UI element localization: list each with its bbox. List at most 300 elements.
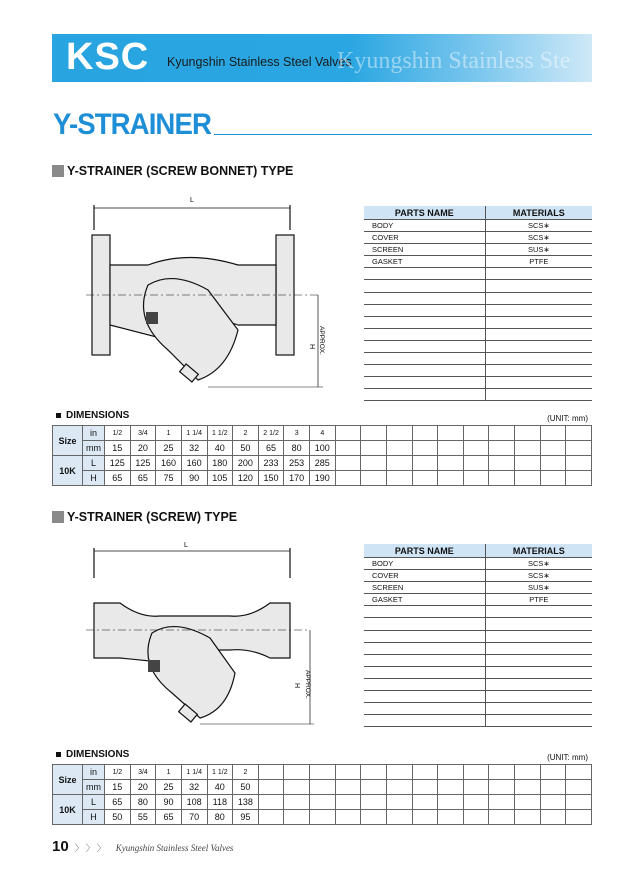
part-name (364, 606, 485, 618)
dimension-cell (335, 780, 361, 795)
dimension-cell: 233 (258, 456, 284, 471)
part-name (364, 389, 485, 401)
part-material (485, 691, 592, 703)
dimension-cell (489, 810, 515, 825)
part-name (364, 715, 485, 727)
dim-approx-label: APPROX. (318, 326, 325, 355)
dimension-cell (515, 426, 541, 441)
part-name (364, 642, 485, 654)
parts-row (364, 280, 592, 292)
dimension-cell: 2 (233, 426, 259, 441)
part-name: GASKET (364, 594, 485, 606)
dimension-cell (489, 426, 515, 441)
chevron-icon: 〉〉〉 (74, 843, 108, 853)
parts-row (364, 691, 592, 703)
parts-row (364, 715, 592, 727)
parts-row (364, 232, 592, 244)
parts-row (364, 703, 592, 715)
section-marker-icon (52, 511, 64, 523)
dimension-cell: 180 (207, 456, 233, 471)
dimension-cell: 108 (181, 795, 207, 810)
unit-label: (UNIT: mm) (547, 753, 588, 762)
dimension-cell: 15 (105, 780, 131, 795)
dimension-cell (515, 441, 541, 456)
dimension-row-mm (53, 441, 592, 456)
page-title: Y-STRAINER (53, 108, 211, 141)
dimension-cell (540, 765, 566, 780)
part-name (364, 304, 485, 316)
company-name: Kyungshin Stainless Steel Valves (167, 55, 352, 69)
part-material (485, 715, 592, 727)
parts-row (364, 353, 592, 365)
dimension-cell (361, 765, 387, 780)
dimension-cell: 15 (105, 441, 131, 456)
dimension-row-l (53, 795, 592, 810)
materials-header: MATERIALS (485, 206, 592, 220)
part-name: SCREEN (364, 244, 485, 256)
parts-row (364, 642, 592, 654)
dimension-cell (438, 780, 464, 795)
parts-row (364, 666, 592, 678)
dimension-cell (438, 441, 464, 456)
part-name (364, 654, 485, 666)
dimension-cell: 1 1/4 (181, 426, 207, 441)
part-material (485, 703, 592, 715)
dimension-cell (361, 795, 387, 810)
dimension-cell: 70 (181, 810, 207, 825)
dimension-cell (463, 780, 489, 795)
dimension-cell: 1/2 (105, 765, 131, 780)
row-unit-label: L (83, 795, 105, 810)
dimension-cell: 65 (156, 810, 182, 825)
parts-row (364, 594, 592, 606)
part-material: SCS∗ (485, 220, 592, 232)
part-name (364, 328, 485, 340)
dimension-cell: 2 1/2 (258, 426, 284, 441)
dimension-cell: 138 (233, 795, 259, 810)
dimension-cell: 80 (284, 441, 310, 456)
dimension-cell (489, 441, 515, 456)
parts-header-row (364, 206, 592, 220)
dim-l-label: L (190, 197, 194, 204)
section-heading-text: Y-STRAINER (SCREW BONNET) TYPE (67, 164, 294, 178)
part-material (485, 377, 592, 389)
parts-row (364, 340, 592, 352)
dimensions-heading-text: DIMENSIONS (66, 749, 130, 760)
dimensions-heading-text: DIMENSIONS (66, 410, 130, 421)
parts-row (364, 618, 592, 630)
dimension-cell: 125 (130, 456, 156, 471)
part-material: SCS∗ (485, 232, 592, 244)
section-heading-screw-bonnet (52, 164, 293, 178)
part-name (364, 377, 485, 389)
parts-row (364, 582, 592, 594)
dimension-cell (412, 441, 438, 456)
part-material (485, 268, 592, 280)
banner-watermark: Kyungshin Stainless Ste (337, 48, 571, 74)
part-name: GASKET (364, 256, 485, 268)
dimension-cell (540, 780, 566, 795)
parts-table (364, 544, 592, 727)
dimension-cell: 4 (310, 426, 336, 441)
unit-label: (UNIT: mm) (547, 414, 588, 423)
parts-name-header: PARTS NAME (364, 206, 485, 220)
dimension-cell (258, 780, 284, 795)
dimension-cell: 1 (156, 765, 182, 780)
parts-row (364, 256, 592, 268)
dimension-cell (258, 765, 284, 780)
dimension-cell (515, 456, 541, 471)
part-name (364, 666, 485, 678)
part-material (485, 292, 592, 304)
section-marker-icon (52, 165, 64, 177)
dimension-cell (361, 780, 387, 795)
part-name (364, 703, 485, 715)
part-material (485, 654, 592, 666)
dimension-cell: 150 (258, 471, 284, 486)
dimension-cell: 253 (284, 456, 310, 471)
row-unit-label: in (83, 426, 105, 441)
part-material: SUS∗ (485, 582, 592, 594)
part-material (485, 304, 592, 316)
part-material: SCS∗ (485, 570, 592, 582)
dimension-cell: 95 (233, 810, 259, 825)
bullet-icon (56, 413, 61, 418)
parts-row (364, 678, 592, 690)
part-material (485, 642, 592, 654)
screw-bonnet-drawing (78, 190, 338, 400)
screen-mesh-icon (148, 660, 160, 672)
part-name (364, 630, 485, 642)
dimension-cell (361, 426, 387, 441)
parts-row (364, 292, 592, 304)
part-name: SCREEN (364, 582, 485, 594)
dimension-cell: 125 (105, 456, 131, 471)
dimension-cell (489, 471, 515, 486)
parts-row (364, 630, 592, 642)
dimension-cell (540, 456, 566, 471)
dimension-row-in (53, 765, 592, 780)
dimension-cell (284, 795, 310, 810)
part-material (485, 389, 592, 401)
part-name: BODY (364, 220, 485, 232)
dimension-cell (540, 810, 566, 825)
dimension-cell (489, 456, 515, 471)
dimension-cell (438, 426, 464, 441)
dimension-cell: 65 (130, 471, 156, 486)
parts-table (364, 206, 592, 401)
parts-row (364, 328, 592, 340)
part-name (364, 268, 485, 280)
parts-row (364, 654, 592, 666)
dimension-cell (438, 456, 464, 471)
part-name (364, 365, 485, 377)
row-unit-label: H (83, 471, 105, 486)
parts-row (364, 304, 592, 316)
parts-row (364, 220, 592, 232)
part-name (364, 316, 485, 328)
row-unit-label: L (83, 456, 105, 471)
dimension-cell (566, 456, 592, 471)
dimension-cell: 120 (233, 471, 259, 486)
dimension-cell: 190 (310, 471, 336, 486)
part-material: PTFE (485, 256, 592, 268)
dimension-cell (515, 780, 541, 795)
part-material: SUS∗ (485, 244, 592, 256)
part-material (485, 328, 592, 340)
dimension-cell (463, 456, 489, 471)
dimension-cell: 20 (130, 441, 156, 456)
parts-row (364, 558, 592, 570)
dimension-cell (438, 471, 464, 486)
dimension-cell: 80 (207, 810, 233, 825)
dimension-cell: 1/2 (105, 426, 131, 441)
dimension-cell (412, 456, 438, 471)
dimension-cell (566, 810, 592, 825)
dimensions-heading (56, 410, 129, 421)
dimension-cell (361, 456, 387, 471)
row-unit-label: mm (83, 441, 105, 456)
row-unit-label: mm (83, 780, 105, 795)
dimension-row-mm (53, 780, 592, 795)
dimension-cell (566, 765, 592, 780)
page-footer (52, 838, 233, 855)
dimension-cell (284, 780, 310, 795)
dimension-cell (463, 426, 489, 441)
part-material (485, 666, 592, 678)
parts-row (364, 570, 592, 582)
dimension-cell (284, 810, 310, 825)
parts-row (364, 365, 592, 377)
dimension-cell: 200 (233, 456, 259, 471)
dimension-cell (412, 795, 438, 810)
dimension-cell: 160 (181, 456, 207, 471)
dimensions-table (52, 764, 592, 825)
dimension-cell: 32 (181, 780, 207, 795)
dimension-cell: 105 (207, 471, 233, 486)
parts-row (364, 316, 592, 328)
dimension-cell (335, 795, 361, 810)
dimensions-table (52, 425, 592, 486)
dimension-cell (335, 456, 361, 471)
part-material (485, 606, 592, 618)
dimension-cell (463, 471, 489, 486)
dim-h-label: H (293, 683, 300, 689)
title-underline (214, 134, 592, 135)
section-heading-screw (52, 510, 237, 524)
dimension-cell: 3/4 (130, 426, 156, 441)
row-unit-label: in (83, 765, 105, 780)
section-heading-text: Y-STRAINER (SCREW) TYPE (67, 510, 238, 524)
dimension-cell (463, 810, 489, 825)
part-name (364, 353, 485, 365)
dimension-cell: 50 (105, 810, 131, 825)
dimension-cell (412, 810, 438, 825)
dimension-cell (515, 765, 541, 780)
dimension-cell: 32 (181, 441, 207, 456)
parts-name-header: PARTS NAME (364, 544, 485, 558)
dimension-cell: 40 (207, 780, 233, 795)
dimension-cell: 80 (130, 795, 156, 810)
part-name (364, 678, 485, 690)
part-name (364, 280, 485, 292)
part-material (485, 365, 592, 377)
dim-approx-label: APPROX. (304, 670, 311, 699)
parts-row (364, 377, 592, 389)
dimension-cell (438, 795, 464, 810)
dimension-cell: 100 (310, 441, 336, 456)
dimension-cell: 65 (258, 441, 284, 456)
part-name (364, 618, 485, 630)
dimension-cell (361, 441, 387, 456)
size-label: Size (53, 426, 83, 456)
dimension-cell (412, 780, 438, 795)
parts-row (364, 606, 592, 618)
parts-header-row (364, 544, 592, 558)
dimension-row-l (53, 456, 592, 471)
dimension-cell (540, 471, 566, 486)
class-label: 10K (53, 456, 83, 486)
class-label: 10K (53, 795, 83, 825)
part-name (364, 292, 485, 304)
dimension-cell: 65 (105, 795, 131, 810)
dimension-cell (258, 795, 284, 810)
page-number: 10 (52, 838, 69, 855)
dim-l-label: L (184, 542, 188, 549)
part-material (485, 630, 592, 642)
part-name (364, 340, 485, 352)
dimension-cell (310, 780, 336, 795)
row-unit-label: H (83, 810, 105, 825)
dimension-cell (335, 471, 361, 486)
dimension-cell: 170 (284, 471, 310, 486)
dimension-cell: 1 (156, 426, 182, 441)
dimension-cell (310, 795, 336, 810)
part-material (485, 618, 592, 630)
dimension-cell: 1 1/2 (207, 765, 233, 780)
dimension-cell: 3 (284, 426, 310, 441)
dimension-cell (515, 810, 541, 825)
dimension-cell (386, 426, 412, 441)
part-name: COVER (364, 570, 485, 582)
dimension-cell: 25 (156, 780, 182, 795)
part-material (485, 353, 592, 365)
part-material (485, 678, 592, 690)
size-label: Size (53, 765, 83, 795)
dimension-cell: 50 (233, 441, 259, 456)
dimension-cell (489, 765, 515, 780)
dimension-cell (412, 471, 438, 486)
dimension-cell: 40 (207, 441, 233, 456)
part-material: SCS∗ (485, 558, 592, 570)
dimension-cell (386, 795, 412, 810)
dimension-cell (438, 765, 464, 780)
dimension-cell (284, 765, 310, 780)
dimension-cell: 50 (233, 780, 259, 795)
dimension-cell (489, 795, 515, 810)
dimension-cell: 25 (156, 441, 182, 456)
dimension-cell (463, 795, 489, 810)
dimension-cell: 1 1/4 (181, 765, 207, 780)
dim-h-label: H (308, 344, 315, 350)
company-logo: KSC (66, 36, 150, 78)
dimension-cell (361, 471, 387, 486)
dimension-cell (361, 810, 387, 825)
part-material (485, 340, 592, 352)
dimension-cell (515, 471, 541, 486)
dimension-cell: 55 (130, 810, 156, 825)
dimension-cell: 2 (233, 765, 259, 780)
dimension-cell (258, 810, 284, 825)
parts-row (364, 389, 592, 401)
screen-mesh-icon (146, 312, 158, 324)
dimension-cell: 90 (181, 471, 207, 486)
part-material: PTFE (485, 594, 592, 606)
dimension-cell (386, 441, 412, 456)
dimension-cell: 20 (130, 780, 156, 795)
dimension-cell: 3/4 (130, 765, 156, 780)
dimension-cell (386, 780, 412, 795)
dimension-cell (566, 795, 592, 810)
dimension-cell (566, 471, 592, 486)
dimension-cell: 90 (156, 795, 182, 810)
part-name (364, 691, 485, 703)
header-banner (52, 34, 592, 82)
dimension-cell (335, 426, 361, 441)
dimension-cell (335, 441, 361, 456)
dimension-cell (310, 765, 336, 780)
dimension-row-in (53, 426, 592, 441)
dimension-cell (463, 441, 489, 456)
dimension-cell: 1 1/2 (207, 426, 233, 441)
dimension-cell (566, 780, 592, 795)
parts-row (364, 244, 592, 256)
dimension-cell (489, 780, 515, 795)
dimension-row-h (53, 810, 592, 825)
dimension-cell (386, 810, 412, 825)
dimension-cell: 118 (207, 795, 233, 810)
materials-header: MATERIALS (485, 544, 592, 558)
bullet-icon (56, 752, 61, 757)
dimension-cell: 160 (156, 456, 182, 471)
dimension-row-h (53, 471, 592, 486)
dimensions-heading (56, 749, 129, 760)
dimension-cell (310, 810, 336, 825)
dimension-cell (540, 426, 566, 441)
dimension-cell (335, 765, 361, 780)
part-name: COVER (364, 232, 485, 244)
screw-type-drawing (80, 538, 330, 738)
dimension-cell (463, 765, 489, 780)
dimension-cell: 75 (156, 471, 182, 486)
dimension-cell (386, 471, 412, 486)
part-material (485, 316, 592, 328)
dimension-cell (566, 441, 592, 456)
part-name: BODY (364, 558, 485, 570)
dimension-cell (540, 441, 566, 456)
dimension-cell (412, 765, 438, 780)
footer-text: Kyungshin Stainless Steel Valves (115, 843, 234, 853)
dimension-cell (566, 426, 592, 441)
dimension-cell (515, 795, 541, 810)
dimension-cell: 65 (105, 471, 131, 486)
dimension-cell (412, 426, 438, 441)
part-material (485, 280, 592, 292)
dimension-cell: 285 (310, 456, 336, 471)
dimension-cell (335, 810, 361, 825)
parts-row (364, 268, 592, 280)
dimension-cell (438, 810, 464, 825)
